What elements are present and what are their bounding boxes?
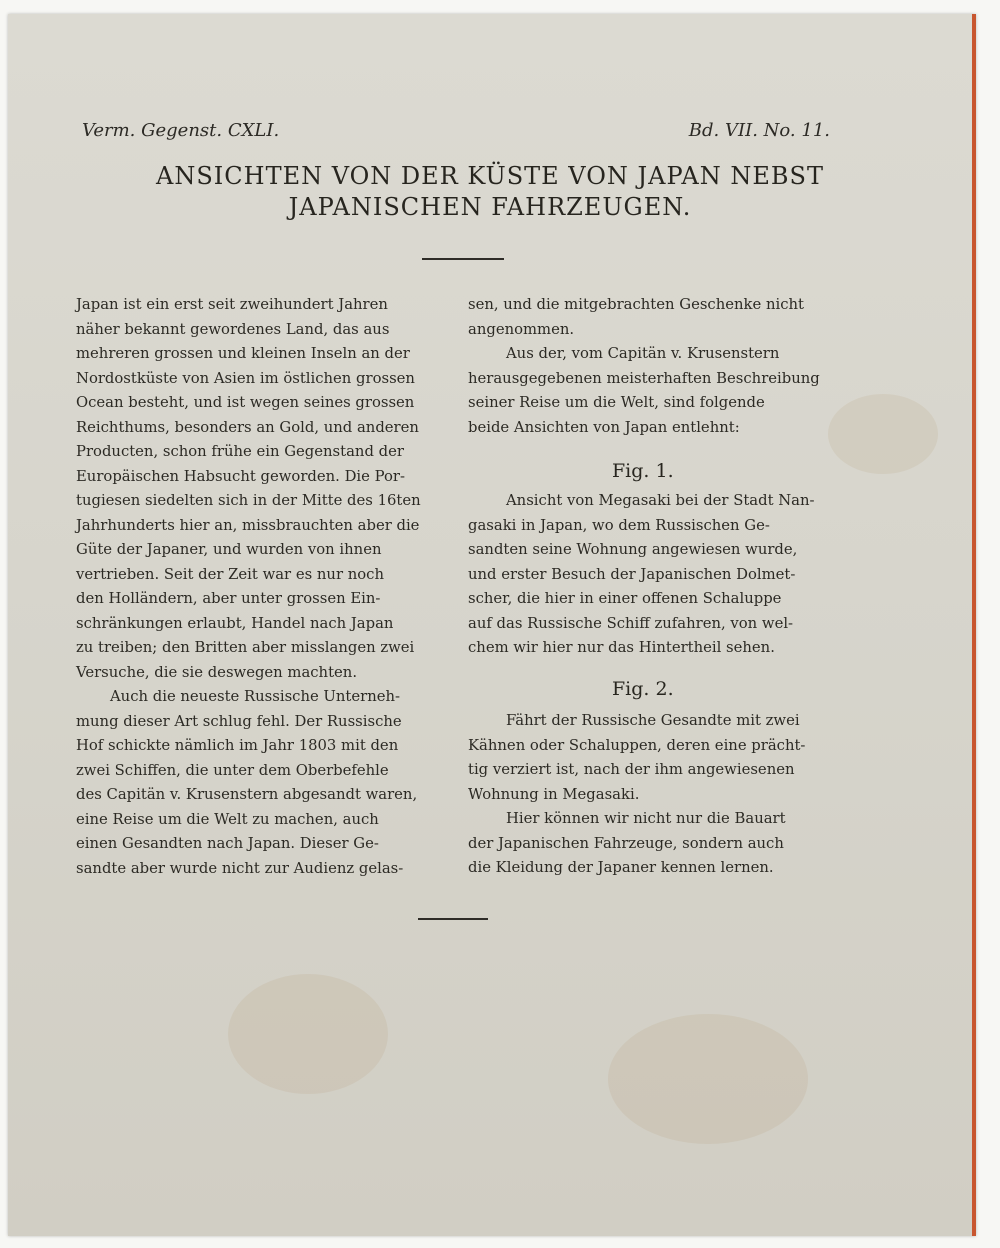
figure-2-caption-line: die Kleidung der Japaner kennen lernen. [468, 859, 774, 876]
paragraph-line: des Capitän v. Krusenstern abgesandt waren, [76, 786, 418, 803]
page-title-line-1: ANSICHTEN VON DER KÜSTE VON JAPAN NEBST [156, 162, 824, 190]
paragraph-line: seiner Reise um die Welt, sind folgende [468, 394, 765, 411]
paragraph-line: mehreren grossen und kleinen Inseln an der [76, 345, 410, 362]
figure-1-caption-line: Ansicht von Megasaki bei der Stadt Nan- [506, 492, 815, 509]
figure-1-caption-line: sandten seine Wohnung angewiesen wurde, [468, 541, 798, 558]
paragraph-line: beide Ansichten von Japan entlehnt: [468, 418, 740, 436]
stain [828, 394, 938, 474]
figure-2-caption-line: Wohnung in Megasaki. [468, 785, 640, 803]
paragraph-line: tugiesen siedelten sich in der Mitte des 16ten [76, 492, 421, 509]
stain [228, 974, 388, 1094]
paragraph-line: Japan ist ein erst seit zweihundert Jahren [76, 296, 388, 313]
figure-1-caption-line: chem wir hier nur das Hintertheil sehen. [468, 639, 775, 656]
paragraph-line: Versuche, die sie deswegen machten. [76, 663, 358, 681]
paragraph-line: angenommen. [468, 320, 575, 338]
figure-2-heading: Fig. 2. [612, 678, 674, 700]
title-divider [422, 258, 504, 260]
paragraph-line: Jahrhunderts hier an, missbrauchten aber die [76, 516, 420, 534]
paragraph-line: Hof schickte nämlich im Jahr 1803 mit den [76, 737, 399, 754]
paragraph-line: zu treiben; den Britten aber misslangen zwei [76, 639, 415, 656]
paragraph-line: sandte aber wurde nicht zur Audienz gelas- [76, 859, 404, 877]
paragraph-line: näher bekannt gewordenes Land, das aus [76, 320, 390, 338]
paragraph-line: eine Reise um die Welt zu machen, auch [76, 810, 379, 828]
paragraph-line: vertrieben. Seit der Zeit war es nur noch [76, 565, 384, 583]
paragraph-line: mung dieser Art schlug fehl. Der Russische [76, 712, 402, 730]
volume-reference: Verm. Gegenst. CXLI. [82, 120, 280, 141]
page-header [82, 120, 830, 144]
left-column [76, 296, 448, 886]
paragraph-line: Producten, schon frühe ein Gegenstand der [76, 443, 404, 460]
figure-1-heading: Fig. 1. [612, 460, 674, 482]
paragraph-line: Ocean besteht, und ist wegen seines grossen [76, 394, 415, 411]
figure-2-caption-line: Fährt der Russische Gesandte mit zwei [506, 712, 800, 729]
figure-1-caption-line: auf das Russische Schiff zufahren, von wel- [468, 614, 794, 632]
paragraph-line: sen, und die mitgebrachten Geschenke nicht [468, 296, 804, 313]
paragraph-line: Güte der Japaner, und wurden von ihnen [76, 541, 382, 558]
paragraph-line: Auch die neueste Russische Unterneh- [110, 688, 401, 705]
figure-2-caption-line: tig verziert ist, nach der ihm angewiesenen [468, 761, 795, 778]
issue-reference: Bd. VII. No. 11. [688, 120, 830, 141]
paragraph-line: herausgegebenen meisterhaften Beschreibung [468, 369, 820, 387]
figure-2-caption-line: Hier können wir nicht nur die Bauart [506, 810, 786, 827]
figure-2-caption-line: der Japanischen Fahrzeuge, sondern auch [468, 834, 784, 852]
paragraph-line: Europäischen Habsucht geworden. Die Por- [76, 467, 405, 485]
end-divider [418, 918, 488, 920]
figure-1-caption-line: scher, die hier in einer offenen Schaluppe [468, 590, 782, 607]
paragraph-line: Aus der, vom Capitän v. Krusenstern [506, 345, 780, 362]
figure-1-caption-line: gasaki in Japan, wo dem Russischen Ge- [468, 516, 770, 534]
paragraph-line: Reichthums, besonders an Gold, und anderen [76, 418, 419, 436]
paragraph-line: einen Gesandten nach Japan. Dieser Ge- [76, 835, 379, 852]
figure-2-caption-line: Kähnen oder Schaluppen, deren eine prächt- [468, 736, 806, 754]
stain [608, 1014, 808, 1144]
paragraph-line: zwei Schiffen, die unter dem Oberbefehle [76, 761, 389, 779]
figure-1-caption-line: und erster Besuch der Japanischen Dolmet- [468, 565, 796, 583]
paragraph-line: den Holländern, aber unter grossen Ein- [76, 590, 381, 607]
right-column [468, 296, 832, 886]
paragraph-line: Nordostküste von Asien im östlichen grossen [76, 369, 415, 387]
page-title-line-2: JAPANISCHEN FAHRZEUGEN. [288, 193, 692, 221]
paragraph-line: schränkungen erlaubt, Handel nach Japan [76, 614, 394, 632]
